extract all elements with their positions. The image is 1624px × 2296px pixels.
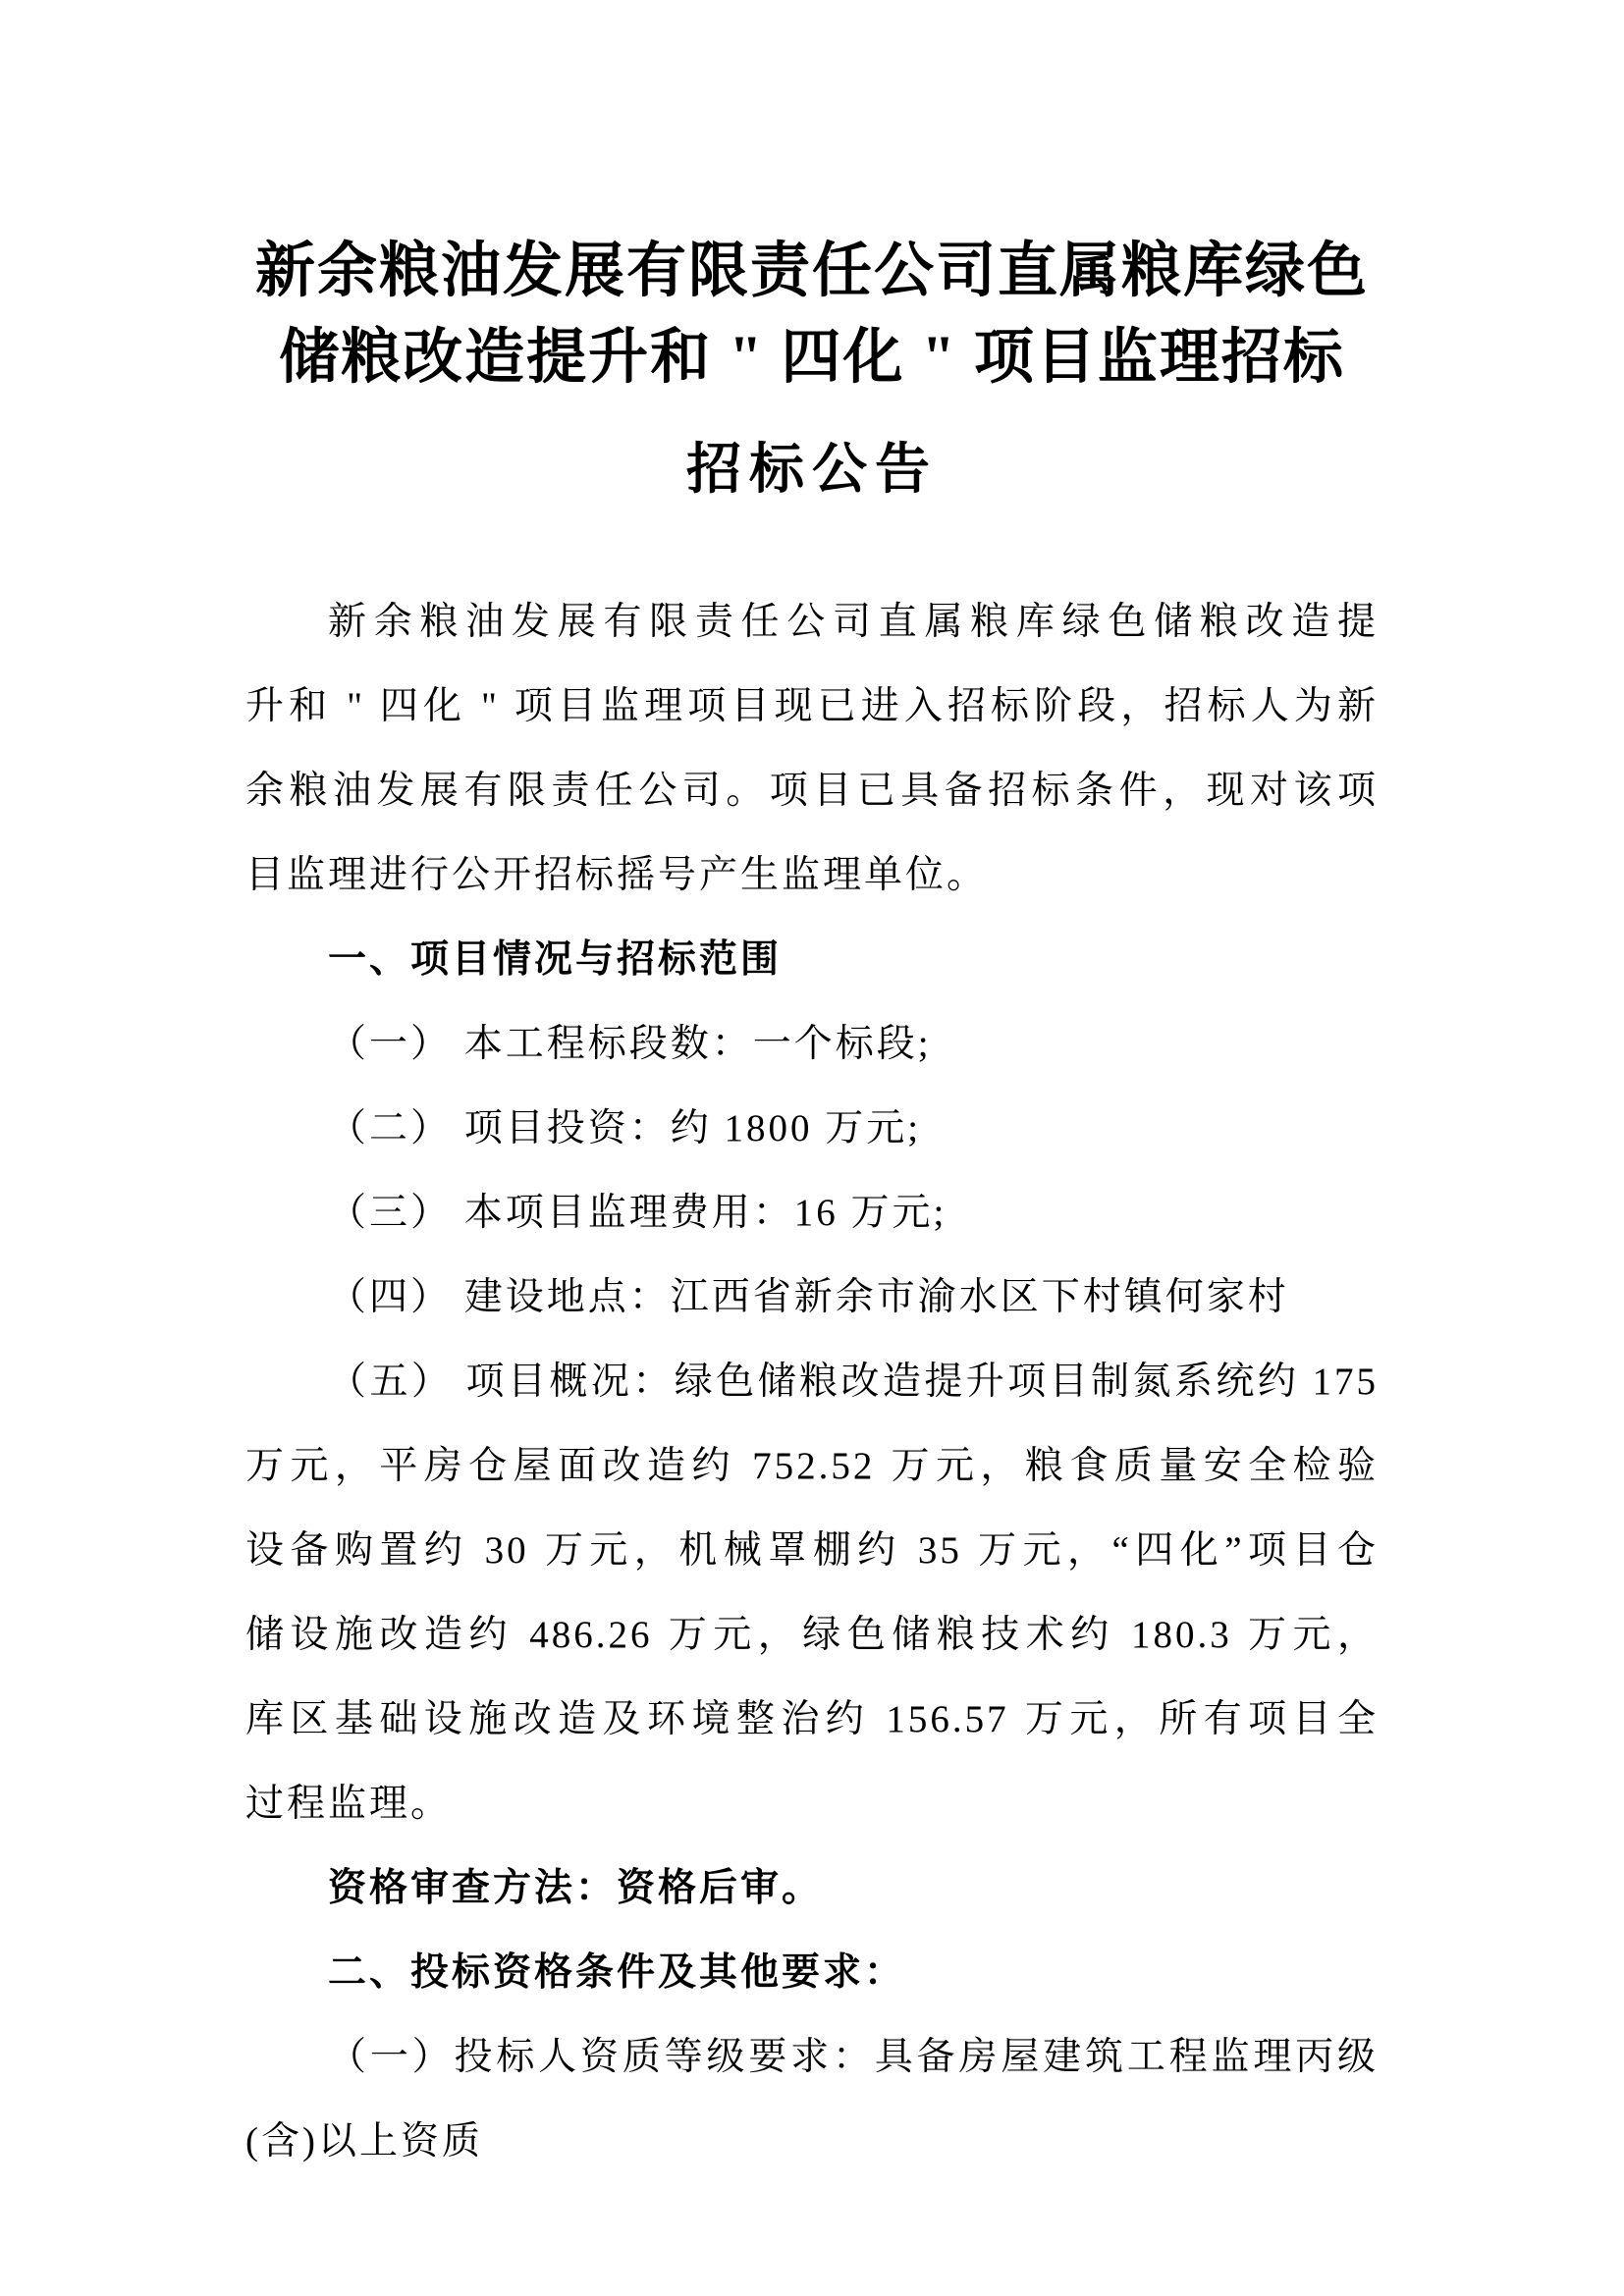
- intro-line-2: 升和 " 四化 " 项目监理项目现已进入招标阶段，招标人为新: [245, 685, 1379, 727]
- title-line-2: 储粮改造提升和 " 四化 " 项目监理招标: [279, 325, 1345, 391]
- document-subtitle: 招标公告: [686, 440, 938, 501]
- section-1-heading: 一、项目情况与招标范围: [328, 938, 783, 981]
- qualification-review-line: 资格审查方法：资格后审。: [328, 1867, 824, 1909]
- section-2-heading: 二、投标资格条件及其他要求：: [328, 1951, 906, 1994]
- section-1-item-4: （四） 建设地点：江西省新余市渝水区下村镇何家村: [328, 1276, 1289, 1318]
- section-1-item-3: （三） 本项目监理费用：16 万元;: [328, 1192, 947, 1234]
- intro-line-1: 新余粮油发展有限责任公司直属粮库绿色储粮改造提: [328, 601, 1379, 643]
- section-1-item-5-line-2: 万元，平房仓屋面改造约 752.52 万元，粮食质量安全检验: [245, 1445, 1379, 1487]
- document-body: [245, 580, 1379, 2184]
- requirement-line-1: （一）投标人资质等级要求：具备房屋建筑工程监理丙级: [328, 2036, 1379, 2078]
- intro-line-3: 余粮油发展有限责任公司。项目已具备招标条件，现对该项: [245, 770, 1379, 812]
- section-1-item-5-line-4: 储设施改造约 486.26 万元，绿色储粮技术约 180.3 万元，: [245, 1614, 1379, 1656]
- section-1-item-1: （一） 本工程标段数：一个标段;: [328, 1023, 932, 1065]
- section-1-item-5-line-3: 设备购置约 30 万元，机械罩棚约 35 万元，“四化”项目仓: [245, 1529, 1379, 1572]
- section-1-item-2: （二） 项目投资：约 1800 万元;: [328, 1107, 922, 1149]
- section-1-item-5-line-1: （五） 项目概况：绿色储粮改造提升项目制氮系统约 175: [328, 1361, 1379, 1403]
- section-1-item-5-line-5: 库区基础设施改造及环境整治约 156.57 万元，所有项目全: [245, 1698, 1379, 1740]
- requirement-line-2: (含)以上资质: [245, 2120, 483, 2163]
- intro-line-4: 目监理进行公开招标摇号产生监理单位。: [245, 854, 989, 896]
- title-line-1: 新余粮油发展有限责任公司直属粮库绿色: [254, 239, 1369, 304]
- document-title: [245, 229, 1379, 401]
- section-1-item-5-line-6: 过程监理。: [245, 1783, 453, 1825]
